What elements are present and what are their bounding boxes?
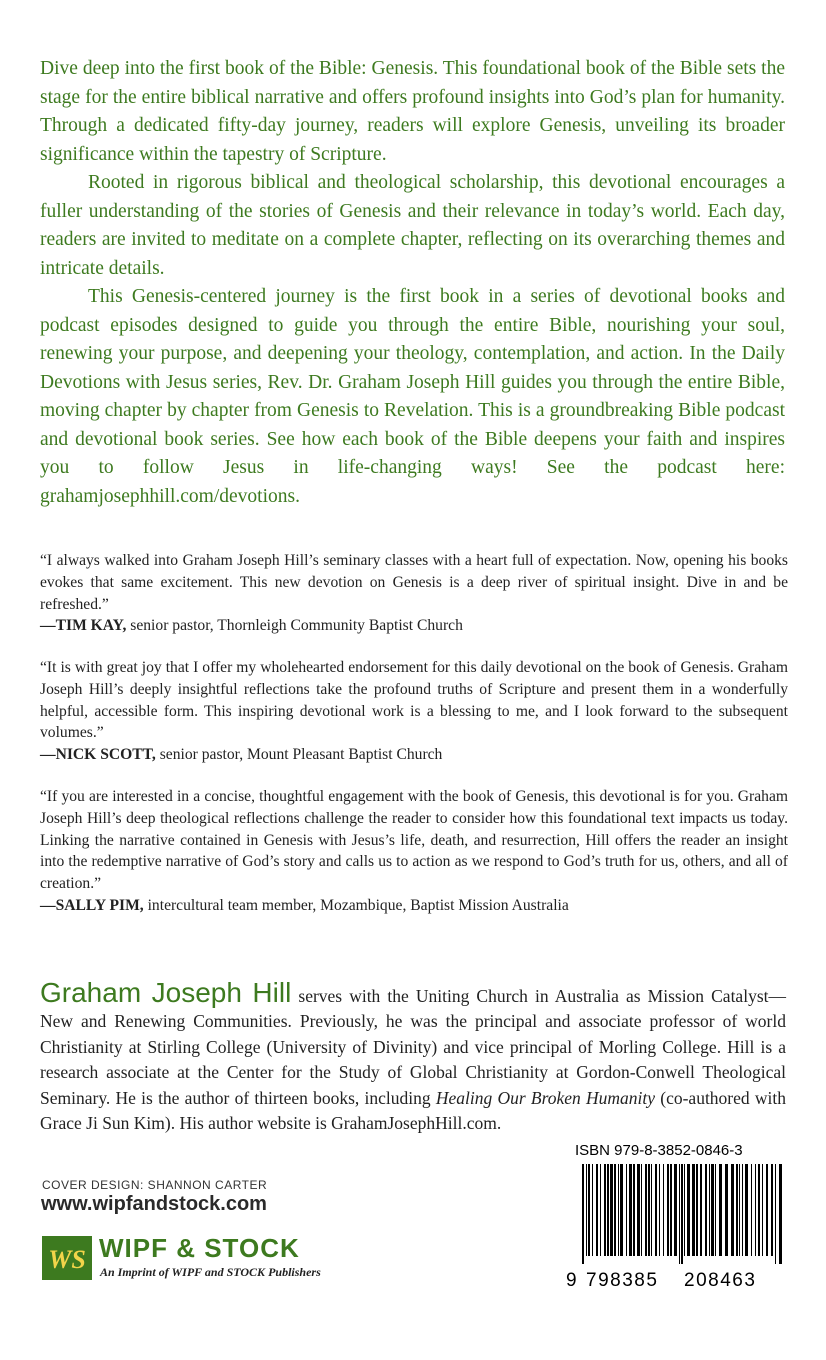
- endorsement-attribution: [40, 615, 788, 637]
- barcode-bar: [637, 1164, 640, 1256]
- barcode-bar: [659, 1164, 660, 1256]
- author-name: Graham Joseph Hill: [40, 976, 292, 1008]
- barcode-bar: [692, 1164, 695, 1256]
- barcode-bar: [771, 1164, 773, 1256]
- barcode-bar: [758, 1164, 760, 1256]
- barcode-bar: [588, 1164, 590, 1256]
- barcode-bar: [592, 1164, 593, 1256]
- barcode-bar: [745, 1164, 748, 1256]
- endorsement-attribution: [40, 744, 788, 766]
- author-bio-text-1: serves with the Uniting Church in Australia as Mission Catalyst—New and Renewing Communities. Previously, he was the principal and associate professor of world Christianity at Stirling College (University of Divinity) and vice principal of Morling College. Hill is a research associate at the Center for the Study of Global Christianity at Gordon-Conwell Theological Seminary. He is the author of thirteen books, including: [40, 985, 786, 1108]
- barcode-bar: [586, 1164, 587, 1256]
- barcode-bar: [700, 1164, 702, 1256]
- barcode-bar: [626, 1164, 627, 1256]
- barcode-bar: [651, 1164, 652, 1256]
- barcode-bar: [711, 1164, 714, 1256]
- barcode-bar: [705, 1164, 707, 1256]
- barcode-bar: [751, 1164, 752, 1256]
- barcode-bar: [762, 1164, 763, 1256]
- endorser-name: —NICK SCOTT,: [40, 746, 156, 764]
- isbn-label: ISBN 979-8-3852-0846-3: [575, 1142, 743, 1159]
- barcode-bar: [779, 1164, 782, 1264]
- publisher-name: WIPF & STOCK: [99, 1233, 300, 1263]
- barcode-digits-right: 208463: [684, 1270, 757, 1291]
- endorser-role: senior pastor, Mount Pleasant Baptist Church: [155, 746, 443, 764]
- barcode-bar: [607, 1164, 609, 1256]
- barcode-bar: [633, 1164, 635, 1256]
- publisher-imprint: An Imprint of WIPF and STOCK Publishers: [100, 1265, 321, 1279]
- barcode-digits-left: 798385: [586, 1270, 659, 1291]
- author-bio: [40, 976, 786, 1137]
- barcode-bar: [596, 1164, 598, 1256]
- barcode-bar: [679, 1164, 680, 1264]
- publisher-logo-icon: [42, 1236, 92, 1280]
- endorsement-quote: “It is with great joy that I offer my wholehearted endorsement for this daily devotional on the book of Genesis. Graham Joseph Hill’s deeply insightful reflections take the profound truths of Scripture and present them in a wonderfully helpful, accessible form. This inspiring devotional work is a blessing to me, and I look forward to the subsequent volumes.”: [40, 659, 788, 742]
- barcode-bar: [715, 1164, 716, 1256]
- barcode-bar: [755, 1164, 756, 1256]
- endorser-name: —TIM KAY,: [40, 617, 127, 635]
- barcode-bar: [604, 1164, 606, 1256]
- barcode-bar: [687, 1164, 690, 1256]
- barcode-bar: [655, 1164, 657, 1256]
- barcode-bar: [709, 1164, 710, 1256]
- barcode-bar: [641, 1164, 642, 1256]
- barcode-bar: [766, 1164, 768, 1256]
- book-title: Healing Our Broken Humanity: [435, 1087, 656, 1108]
- barcode-bar: [696, 1164, 698, 1256]
- endorser-name: —SALLY PIM,: [40, 896, 144, 914]
- back-cover-blurb: [40, 55, 785, 511]
- endorser-role: senior pastor, Thornleigh Community Baptist Church: [126, 617, 463, 635]
- barcode-bar: [614, 1164, 616, 1256]
- endorsement-attribution: [40, 895, 788, 917]
- barcode-bar: [739, 1164, 740, 1256]
- barcode-bar: [775, 1164, 776, 1264]
- barcode-bar: [620, 1164, 623, 1256]
- barcode-bar: [725, 1164, 728, 1256]
- endorsement-3: [40, 786, 788, 917]
- blurb-paragraph-2: Rooted in rigorous biblical and theological scholarship, this devotional encourages a fuller understanding of the stories of Genesis and their relevance in today’s world. Each day, readers are invited to meditate on a complete chapter, reflecting on its overarching themes and intricate details.: [40, 172, 785, 279]
- barcode-bar: [667, 1164, 669, 1256]
- author-bio-text-2: (co-authored with Grace Ji Sun Kim). His author website is GrahamJosephHill.com.: [40, 1087, 786, 1133]
- endorsement-quote: “I always walked into Graham Joseph Hill’s seminary classes with a heart full of expectation. Now, opening his books evokes that same excitement. This new devotion on Genesis is a deep river of spiritual insight. Dive in and be refreshed.”: [40, 552, 788, 613]
- cover-design-credit: COVER DESIGN: SHANNON CARTER: [42, 1178, 268, 1192]
- publisher-website: www.wipfandstock.com: [41, 1193, 267, 1215]
- barcode-digit-first: 9: [566, 1270, 577, 1291]
- barcode-bar: [610, 1164, 613, 1256]
- barcode-bar: [684, 1164, 685, 1256]
- publisher-logo-text: WS: [48, 1245, 86, 1274]
- endorsement-2: [40, 657, 788, 766]
- barcode-bar: [736, 1164, 738, 1256]
- barcode-bar: [681, 1164, 683, 1264]
- barcode-bar: [582, 1164, 584, 1264]
- barcode-bar: [731, 1164, 734, 1256]
- barcode-bar: [629, 1164, 632, 1256]
- barcode-bar: [648, 1164, 650, 1256]
- barcode-bar: [645, 1164, 647, 1256]
- endorsement-quote: “If you are interested in a concise, thoughtful engagement with the book of Genesis, this devotional is for you. Graham Joseph Hill’s deep theological reflections challenge the reader to consider how this foundational text impacts us today. Linking the narrative contained in Genesis with Jesus’s life, death, and resurrection, Hill offers the reader an insight into the redemptive narrative of God’s story and calls us to action as we respond to God’s truth for us, others, and all of creation.”: [40, 788, 788, 893]
- blurb-paragraph-1: Dive deep into the first book of the Bible: Genesis. This foundational book of the Bible sets the stage for the entire biblical narrative and offers profound insights into God’s plan for humanity. Through a dedicated fifty-day journey, readers will explore Genesis, unveiling its broader significance within the tapestry of Scripture.: [40, 58, 785, 165]
- barcode-bars: [568, 1164, 794, 1264]
- barcode-bar: [674, 1164, 677, 1256]
- endorsement-1: [40, 550, 788, 637]
- barcode-bar: [600, 1164, 601, 1256]
- barcode-bar: [663, 1164, 664, 1256]
- barcode-bar: [742, 1164, 743, 1256]
- endorser-role: intercultural team member, Mozambique, Baptist Mission Australia: [143, 896, 569, 914]
- barcode-bar: [618, 1164, 619, 1256]
- barcode-bar: [670, 1164, 672, 1256]
- blurb-paragraph-3: This Genesis-centered journey is the first book in a series of devotional books and podcast episodes designed to guide you through the entire Bible, nourishing your soul, renewing your purpose, and deepening your theology, contemplation, and action. In the Daily Devotions with Jesus series, Rev. Dr. Graham Joseph Hill guides you through the entire Bible, moving chapter by chapter from Genesis to Revelation. This is a groundbreaking Bible podcast and devotional book series. See how each book of the Bible deepens your faith and inspires you to follow Jesus in life-changing ways! See the podcast here: grahamjosephhill.com/devotions.: [40, 286, 785, 507]
- barcode-bar: [719, 1164, 722, 1256]
